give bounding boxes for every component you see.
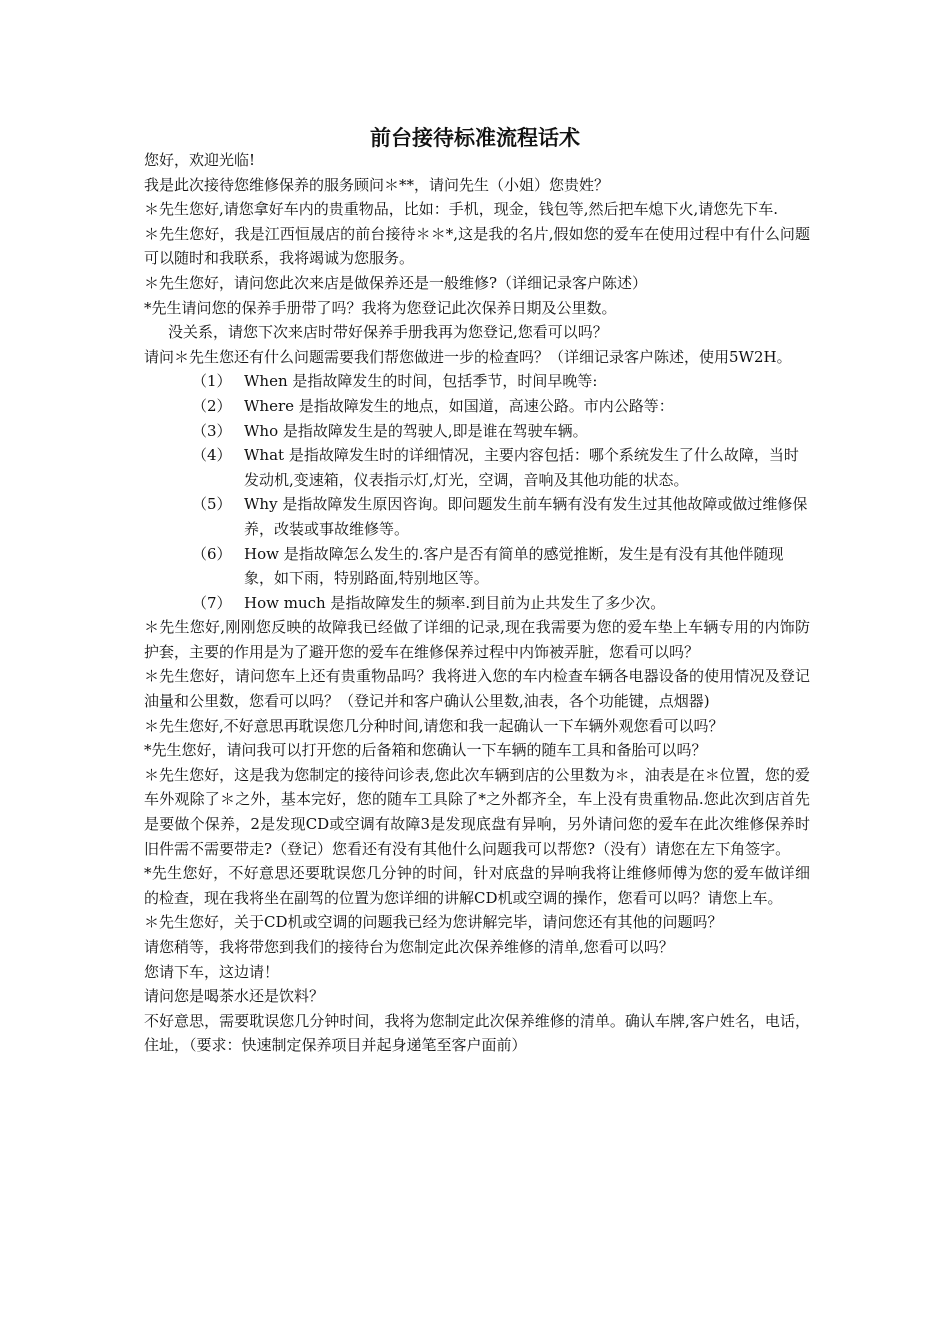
paragraph-trunk-check: *先生您好，请问我可以打开您的后备箱和您确认一下车辆的随车工具和备胎可以吗？ [144, 741, 707, 760]
list-number: （6） [192, 544, 232, 563]
list-text: How 是指故障怎么发生的.客户是否有简单的感觉推断，发生是有没有其他伴随现象，如下雨，特别路面,特别地区等。 [244, 544, 784, 588]
list-number: （1） [192, 372, 232, 391]
list-text: Who 是指故障发生是的驾驶人,即是谁在驾驶车辆。 [244, 421, 588, 440]
paragraph-service-type: ＊先生您好，请问您此次来店是做保养还是一般维修?（详细记录客户陈述） [144, 273, 648, 292]
paragraph-this-way: 您请下车，这边请！ [144, 962, 280, 981]
list-item [144, 492, 810, 541]
paragraph-greeting: 您好，欢迎光临! [144, 151, 256, 169]
list-number: （3） [192, 421, 232, 440]
list-number: （2） [192, 396, 232, 415]
paragraph-business-card: ＊先生您好，我是江西恒晟店的前台接待＊＊*,这是我的名片,假如您的爱车在使用过程中有什么问题可以随时和我联系，我将竭诚为您服务。 [144, 224, 810, 268]
list-item [144, 394, 810, 419]
paragraph-5w2h-intro: 请问＊先生您还有什么问题需要我们帮您做进一步的检查吗？（详细记录客户陈述，使用5W2H。 [144, 347, 792, 366]
5w2h-list [144, 369, 810, 615]
paragraph-exterior-check: ＊先生您好,不好意思再耽误您几分种时间,请您和我一起确认一下车辆外观您看可以吗？ [144, 716, 724, 735]
paragraph-drink-offer: 请问您是喝茶水还是饮料？ [144, 987, 325, 1006]
list-number: （5） [192, 495, 232, 514]
list-text: When 是指故障发生的时间，包括季节，时间早晚等: [244, 372, 598, 391]
list-text: Why 是指故障发生原因咨询。即问题发生前车辆有没有发生过其他故障或做过维修保养，改装或事故维修等。 [244, 495, 808, 538]
list-item [144, 542, 810, 591]
list-item [144, 443, 810, 492]
paragraph-inspection-form: ＊先生您好，这是我为您制定的接待问诊表,您此次车辆到店的公里数为＊，油表是在＊位置，您的爱车外观除了＊之外，基本完好，您的随车工具除了*之外都齐全，车上没有贵重物品.您此次到店首先是要做个保养，2是发现CD或空调有故障3是发现底盘有异响，另外请问您的爱车在此次维修保养时旧件需不需要带走?（登记）您看还有没有其他什么问题我可以帮您?（没有）请您在左下角签字。 [144, 765, 810, 858]
paragraph-no-problem: 没关系，请您下次来店时带好保养手册我再为您登记,您看可以吗？ [168, 323, 608, 342]
list-text: How much 是指故障发生的频率.到目前为止共发生了多少次。 [244, 593, 666, 612]
paragraph-introduction: 我是此次接待您维修保养的服务顾问＊**，请问先生（小姐）您贵姓？ [144, 175, 610, 194]
document-title: 前台接待标准流程话术 [370, 126, 580, 150]
list-number: （7） [192, 593, 232, 612]
list-text: Where 是指故障发生的地点，如国道，高速公路。市内公路等： [244, 396, 674, 415]
paragraph-valuables: ＊先生您好,请您拿好车内的贵重物品，比如：手机，现金，钱包等,然后把车熄下火,请您先下车. [144, 200, 779, 219]
paragraph-maintenance-manual: *先生请问您的保养手册带了吗？我将为您登记此次保养日期及公里数。 [144, 298, 617, 317]
paragraph-interior-check: ＊先生您好，请问您车上还有贵重物品吗？我将进入您的车内检查车辆各电器设备的使用情况及登记油量和公里数，您看可以吗？（登记并和客户确认公里数,油表，各个功能键，点烟器) [144, 667, 810, 711]
list-item [144, 369, 810, 394]
list-item [144, 419, 810, 444]
list-item [144, 591, 810, 616]
paragraph-reception-desk: 请您稍等，我将带您到我们的接待台为您制定此次保养维修的清单,您看可以吗？ [144, 938, 674, 956]
paragraph-detailed-inspection: *先生您好，不好意思还要耽误您几分钟的时间，针对底盘的异响我将让维修师傅为您的爱车做详细的检查，现在我将坐在副驾的位置为您详细的讲解CD机或空调的操作，您看可以吗？请您上车。 [144, 864, 810, 907]
paragraph-explanation-done: ＊先生您好，关于CD机或空调的问题我已经为您讲解完毕，请问您还有其他的问题吗？ [144, 913, 723, 932]
list-number: （4） [192, 446, 232, 465]
list-text: What 是指故障发生时的详细情况，主要内容包括：哪个系统发生了什么故障，当时发动机,变速箱，仪表指示灯,灯光，空调，音响及其他功能的状态。 [244, 446, 799, 489]
document-body [144, 148, 810, 1058]
paragraph-service-list: 不好意思，需要耽误您几分钟时间，我将为您制定此次保养维修的清单。确认车牌,客户姓名，电话，住址，（要求：快速制定保养项目并起身递笔至客户面前） [144, 1011, 810, 1055]
paragraph-protective-cover: ＊先生您好,刚刚您反映的故障我已经做了详细的记录,现在我需要为您的爱车垫上车辆专用的内饰防护套，主要的作用是为了避开您的爱车在维修保养过程中内饰被弄脏，您看可以吗？ [144, 618, 810, 661]
